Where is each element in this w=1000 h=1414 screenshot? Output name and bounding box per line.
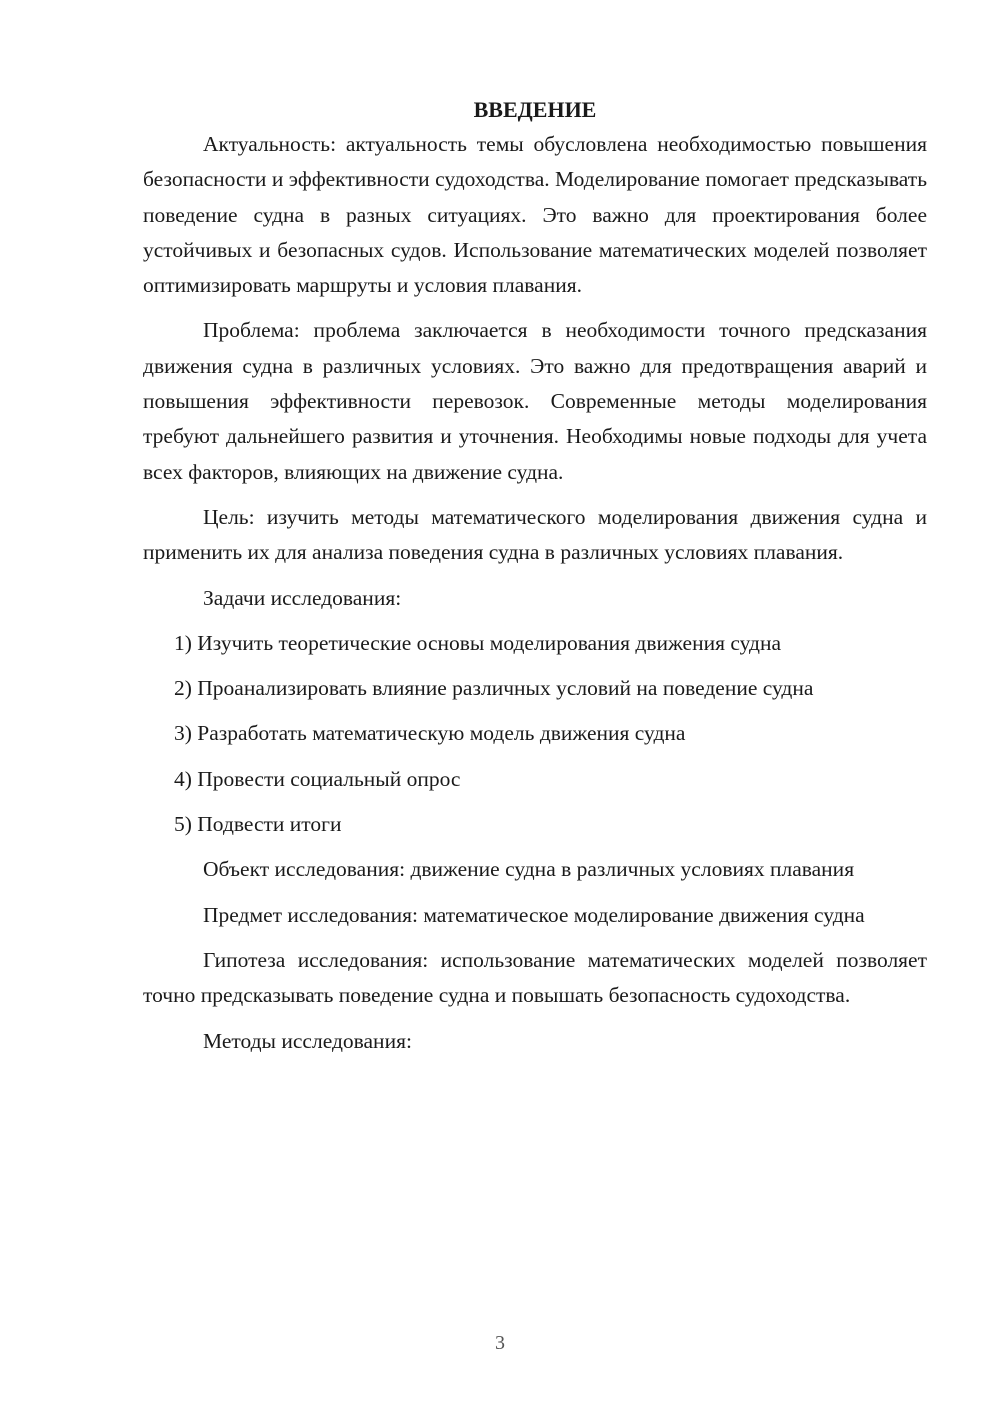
object-paragraph: Объект исследования: движение судна в различных условиях плавания: [203, 857, 855, 882]
methods-label: Методы исследования:: [203, 1028, 412, 1053]
goal-paragraph: Цель: изучить методы математического моделирования движения судна и применить их для анализа поведения судна в различных условиях плавания.: [143, 504, 927, 565]
problem-paragraph: Проблема: проблема заключается в необходимости точного предсказания движения судна в различных условиях. Это важно для предотвращения аварий и повышения эффективности перевозок. Современные методы моделирования требуют дальнейшего развития и уточнения. Необходимы новые подходы для учета всех факторов, влияющих на движение судна.: [143, 318, 927, 484]
list-item: 3) Разработать математическую модель движения судна: [174, 721, 686, 746]
subject-paragraph: Предмет исследования: математическое моделирование движения судна: [203, 902, 865, 927]
list-item: 4) Провести социальный опрос: [174, 766, 461, 791]
relevance-paragraph: Актуальность: актуальность темы обусловлена необходимостью повышения безопасности и эффективности судоходства. Моделирование помогает предсказывать поведение судна в разных ситуациях. Это важно для проектирования более устойчивых и безопасных судов. Использование математических моделей позволяет оптимизировать маршруты и условия плавания.: [143, 132, 927, 298]
document-page: [143, 92, 927, 1069]
list-item: 2) Проанализировать влияние различных условий на поведение судна: [174, 676, 814, 701]
list-item: 5) Подвести итоги: [174, 812, 342, 837]
list-item: 1) Изучить теоретические основы моделирования движения судна: [174, 630, 782, 655]
tasks-label: Задачи исследования:: [203, 585, 402, 610]
section-title: ВВЕДЕНИЕ: [473, 97, 597, 122]
hypothesis-paragraph: Гипотеза исследования: использование математических моделей позволяет точно предсказывать поведение судна и повышать безопасность судоходства.: [143, 947, 927, 1008]
tasks-list: [143, 626, 927, 842]
page-number: 3: [495, 1332, 505, 1354]
